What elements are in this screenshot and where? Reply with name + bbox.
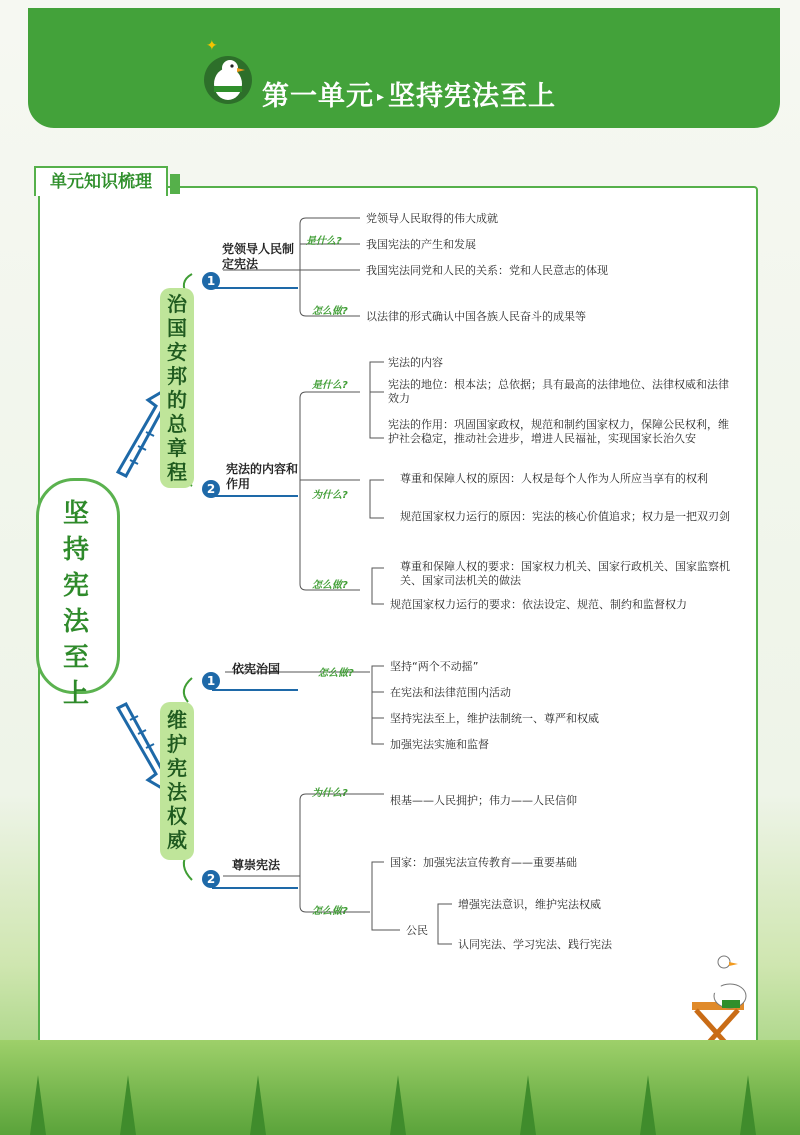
list-item: 尊重和保障人权的原因：人权是每个人作为人所应当享有的权利 — [400, 472, 708, 485]
list-item: 规范国家权力运行的要求：依法设定、规范、制约和监督权力 — [390, 598, 687, 611]
goose-chair-icon — [672, 952, 764, 1052]
grass-blade-icon — [120, 1075, 136, 1135]
grass-blade-icon — [740, 1075, 756, 1135]
subtopic-label: 依宪治国 — [232, 662, 281, 676]
list-item: 坚持宪法至上，维护法制统一、尊严和权威 — [390, 712, 599, 725]
subtopic-number-badge: 1 — [202, 272, 220, 290]
question-tag: 怎么做? — [312, 580, 348, 591]
list-item: 以法律的形式确认中国各族人民奋斗的成果等 — [366, 310, 586, 323]
grass-blade-icon — [250, 1075, 266, 1135]
list-item: 宪法的地位：根本法；总依据；具有最高的法律地位、法律权威和法律效力 — [388, 378, 729, 405]
unit-title: 坚持宪法至上 — [388, 81, 557, 112]
question-tag: 怎么做? — [312, 306, 348, 317]
question-tag: 为什么? — [312, 490, 348, 501]
grass-blade-icon — [390, 1075, 406, 1135]
grass-blade-icon — [520, 1075, 536, 1135]
list-item: 坚持“两个不动摇” — [390, 660, 479, 673]
branch-2-title: 维护宪法权威 — [167, 708, 187, 852]
subtopic-number-badge: 2 — [202, 480, 220, 498]
list-item: 宪法的内容 — [388, 356, 443, 369]
branch-1-title: 治国安邦的总章程 — [167, 292, 187, 484]
list-item: 加强宪法实施和监督 — [390, 738, 489, 751]
subtopic-label: 党领导人民制定宪法 — [222, 242, 295, 271]
list-item: 根基——人民拥护；伟力——人民信仰 — [390, 794, 577, 807]
question-tag: 怎么做? — [318, 668, 354, 679]
list-item: 尊重和保障人权的要求：国家权力机关、国家行政机关、国家监察机关、国家司法机关的做法 — [400, 560, 730, 587]
list-item: 党领导人民取得的伟大成就 — [366, 212, 498, 225]
unit-label: 第一单元 — [262, 81, 374, 112]
list-item: 公民 — [406, 924, 428, 937]
title-separator-icon: ▸ — [377, 89, 386, 105]
list-item: 我国宪法的产生和发展 — [366, 238, 476, 251]
question-tag: 是什么? — [312, 380, 348, 391]
subtopic-label: 尊崇宪法 — [232, 858, 281, 872]
list-item: 宪法的作用：巩固国家政权，规范和制约国家权力，保障公民权利，维护社会稳定，推动社会进步，增进人民福祉，实现国家长治久安 — [388, 418, 729, 445]
subtopic-label: 宪法的内容和作用 — [226, 462, 299, 491]
grass-blade-icon — [30, 1075, 46, 1135]
subtopic-number-badge: 2 — [202, 870, 220, 888]
list-item: 认同宪法、学习宪法、践行宪法 — [458, 938, 612, 951]
list-item: 国家：加强宪法宣传教育——重要基础 — [390, 856, 577, 869]
list-item: 增强宪法意识，维护宪法权威 — [458, 898, 601, 911]
question-tag: 为什么? — [312, 788, 348, 799]
grass-blade-icon — [640, 1075, 656, 1135]
section-tab: 单元知识梳理 — [34, 166, 168, 196]
center-topic: 坚持宪法至上 — [62, 499, 89, 709]
list-item: 规范国家权力运行的原因：宪法的核心价值追求；权力是一把双刃剑 — [400, 510, 730, 523]
question-tag: 怎么做? — [312, 906, 348, 917]
subtopic-number-badge: 1 — [202, 672, 220, 690]
list-item: 在宪法和法律范围内活动 — [390, 686, 511, 699]
question-tag: 是什么? — [306, 236, 342, 247]
lightbulb-icon: ✦ — [206, 38, 218, 54]
list-item: 我国宪法同党和人民的关系：党和人民意志的体现 — [366, 264, 608, 277]
